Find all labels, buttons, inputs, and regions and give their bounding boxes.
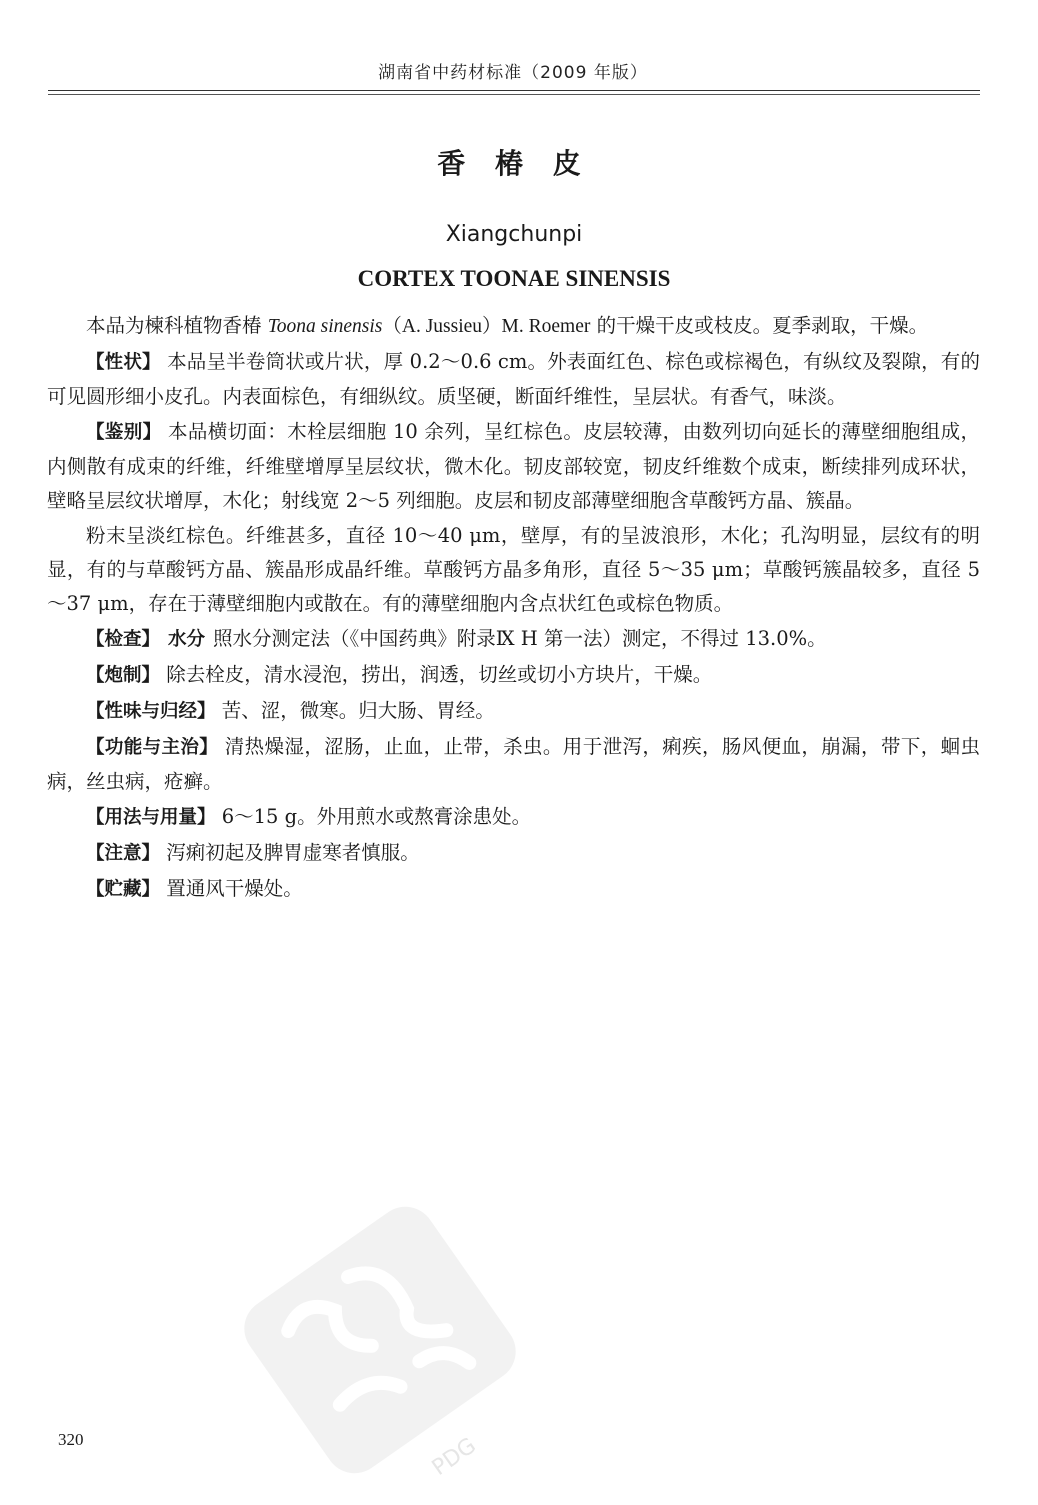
section-text: 泻痢初起及脾胃虚寒者慎服。 — [166, 841, 420, 864]
section-usage-dosage — [47, 800, 980, 835]
section-text: 照水分测定法（《中国药典》附录Ⅸ H 第一法）测定，不得过 13.0%。 — [213, 627, 827, 650]
intro-paragraph — [47, 309, 980, 344]
species-name: Toona sinensis — [267, 316, 383, 337]
section-actions-indications — [47, 730, 980, 799]
running-header: 湖南省中药材标准（2009 年版） — [378, 63, 648, 83]
section-label: 【贮藏】 — [86, 879, 161, 900]
section-label: 【注意】 — [86, 843, 161, 864]
section-powder — [47, 519, 980, 621]
species-author: （A. Jussieu）M. Roemer — [382, 316, 591, 337]
section-sublabel: 水分 — [168, 629, 206, 650]
watermark-seal — [230, 1180, 530, 1500]
section-tests — [47, 622, 980, 657]
section-label: 【炮制】 — [86, 665, 161, 686]
pinyin-name: Xiangchunpi — [445, 222, 583, 247]
section-text: 除去栓皮，清水浸泡，捞出，润透，切丝或切小方块片，干燥。 — [166, 663, 713, 686]
header-rule — [48, 90, 980, 91]
latin-name: CORTEX TOONAE SINENSIS — [357, 266, 671, 291]
section-text: 6～15 g。外用煎水或熬膏涂患处。 — [221, 805, 532, 828]
section-description — [47, 345, 980, 414]
intro-after: 的干燥干皮或枝皮。夏季剥取，干燥。 — [590, 314, 929, 337]
section-label: 【性状】 — [86, 352, 161, 373]
section-text: 苦、涩，微寒。归大肠、胃经。 — [221, 699, 495, 722]
section-text: 置通风干燥处。 — [166, 877, 303, 900]
section-text: 清热燥湿，涩肠，止血，止带，杀虫。用于泄泻，痢疾，肠风便血，崩漏，带下，蛔虫病，丝虫病，疮癣。 — [47, 735, 980, 793]
section-precautions — [47, 836, 980, 871]
watermark-text: PDG — [427, 1433, 481, 1481]
section-text: 本品横切面：木栓层细胞 10 余列，呈红棕色。皮层较薄，由数列切向延长的薄壁细胞组成，内侧散有成束的纤维，纤维壁增厚呈层纹状，微木化。韧皮部较宽，韧皮纤维数个成束，断续排列成环状，壁略呈层纹状增厚，木化；射线宽 2～5 列细胞。皮层和韧皮部薄壁细胞含草酸钙方晶、簇晶。 — [47, 420, 980, 512]
section-text: 本品呈半卷筒状或片状，厚 0.2～0.6 cm。外表面红色、棕色或棕褐色，有纵纹及裂隙，有的可见圆形细小皮孔。内表面棕色，有细纵纹。质坚硬，断面纤维性，呈层状。有香气，味淡。 — [47, 350, 980, 408]
section-storage — [47, 872, 980, 907]
page-number: 320 — [58, 1430, 84, 1449]
monograph-body — [47, 309, 980, 908]
section-label: 【鉴别】 — [86, 422, 162, 443]
section-identification — [47, 415, 980, 518]
section-label: 【用法与用量】 — [86, 807, 216, 828]
page-title: 香 椿 皮 — [437, 147, 591, 180]
section-label: 【检查】 — [86, 629, 161, 650]
section-label: 【功能与主治】 — [86, 737, 219, 758]
section-text: 粉末呈淡红棕色。纤维甚多，直径 10～40 μm，壁厚，有的呈波浪形，木化；孔沟明显，层纹有的明显，有的与草酸钙方晶、簇晶形成晶纤维。草酸钙方晶多角形，直径 5～35 μm；草酸钙簇晶较多，直径 5～37 μm，存在于薄壁细胞内或散在。有的薄壁细胞内含点状红色或棕色物质。 — [47, 524, 980, 615]
section-property-meridian — [47, 694, 980, 729]
header-rule-thin — [48, 94, 980, 95]
section-label: 【性味与归经】 — [86, 701, 216, 722]
intro-before: 本品为楝科植物香椿 — [86, 314, 268, 337]
section-processing — [47, 658, 980, 693]
